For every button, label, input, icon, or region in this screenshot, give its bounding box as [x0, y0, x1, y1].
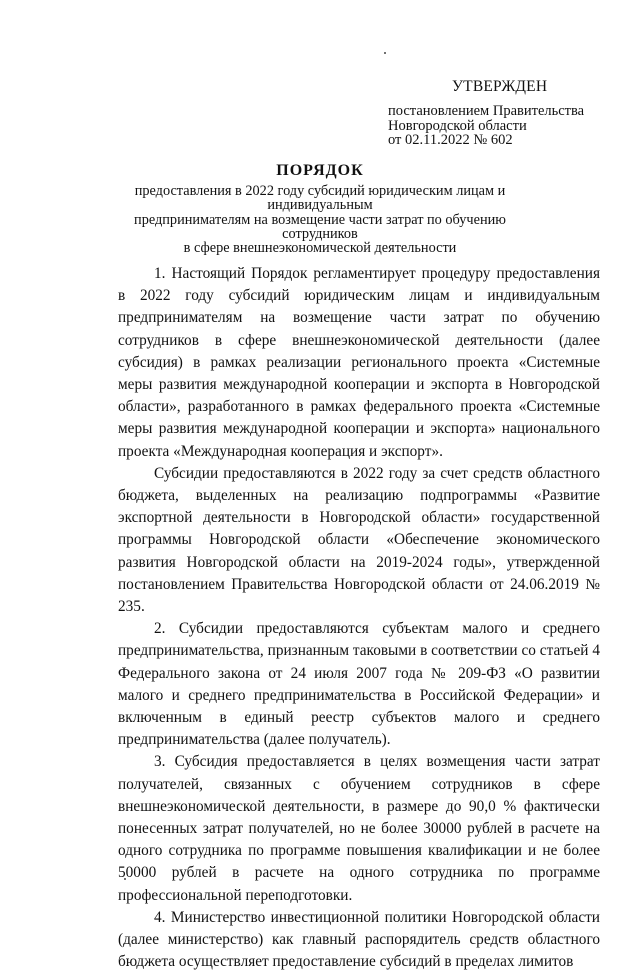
- subtitle-line-1: предоставления в 2022 году субсидий юридическим лицам и индивидуальным: [134, 183, 506, 214]
- approval-heading: УТВЕРЖДЕН: [452, 78, 548, 95]
- document-body: [118, 263, 600, 974]
- paragraph-2: Субсидии предоставляются в 2022 году за счет средств областного бюджета, выделенных на реализацию подпрограммы «Развитие экспортной деятельности в Новгородской области» государственной программы Новгородской области «Обеспечение экономического развития Новгородской области на 2019-2024 годы», утвержденной постановлением Правительства Новгородской области от 24.06.2019 № 235.: [118, 464, 600, 616]
- approval-block: [388, 78, 628, 148]
- approval-line-3: от 02.11.2022 № 602: [388, 132, 513, 148]
- subtitle-line-2: предпринимателям на возмещение части затрат по обучению сотрудников: [134, 211, 506, 242]
- paragraph-1: 1. Настоящий Порядок регламентирует процедуру предоставления в 2022 году субсидий юридическим лицам и индивидуальным предпринимателям на возмещение части затрат по обучению сотрудников в сфере внешнеэкономической деятельности (далее субсидия) в рамках реализации регионального проекта «Системные меры развития международной кооперации и экспорта в Новгородской области», разработанного в рамках федерального проекта «Системные меры развития международной кооперации и экспорта» национального проекта «Международная кооперация и экспорт».: [118, 265, 600, 460]
- document-title: ПОРЯДОК: [276, 162, 364, 179]
- approval-line-1: постановлением Правительства: [388, 103, 585, 119]
- paragraph-5: 4. Министерство инвестиционной политики Новгородской области (далее министерство) как главный распорядитель средств областного бюджета осуществляет предоставление субсидий в пределах лимитов: [118, 908, 600, 971]
- approval-line-2: Новгородской области: [388, 117, 527, 134]
- scan-speck-top: [384, 52, 386, 54]
- document-subtitle: [110, 184, 530, 255]
- paragraph-4: 3. Субсидия предоставляется в целях возмещения части затрат получателей, связанных с обучением сотрудников в сфере внешнеэкономической деятельности, в размере до 90,0 % фактически понесенных затрат получателей, но не более 30000 рублей в расчете на одного сотрудника по программе повышения квалификации и не более 50000 рублей в расчете на одного сотрудника по программе профессиональной переподготовки.: [118, 753, 600, 904]
- subtitle-line-3: в сфере внешнеэкономической деятельности: [183, 240, 457, 257]
- paragraph-3: 2. Субсидии предоставляются субъектам малого и среднего предпринимательства, признанным таковыми в соответствии со статьей 4 Федерального закона от 24 июля 2007 года № 209-ФЗ «О развитии малого и среднего предпринимательства в Российской Федерации» и включенным в единый реестр субъектов малого и среднего предпринимательства (далее получатель).: [118, 620, 600, 749]
